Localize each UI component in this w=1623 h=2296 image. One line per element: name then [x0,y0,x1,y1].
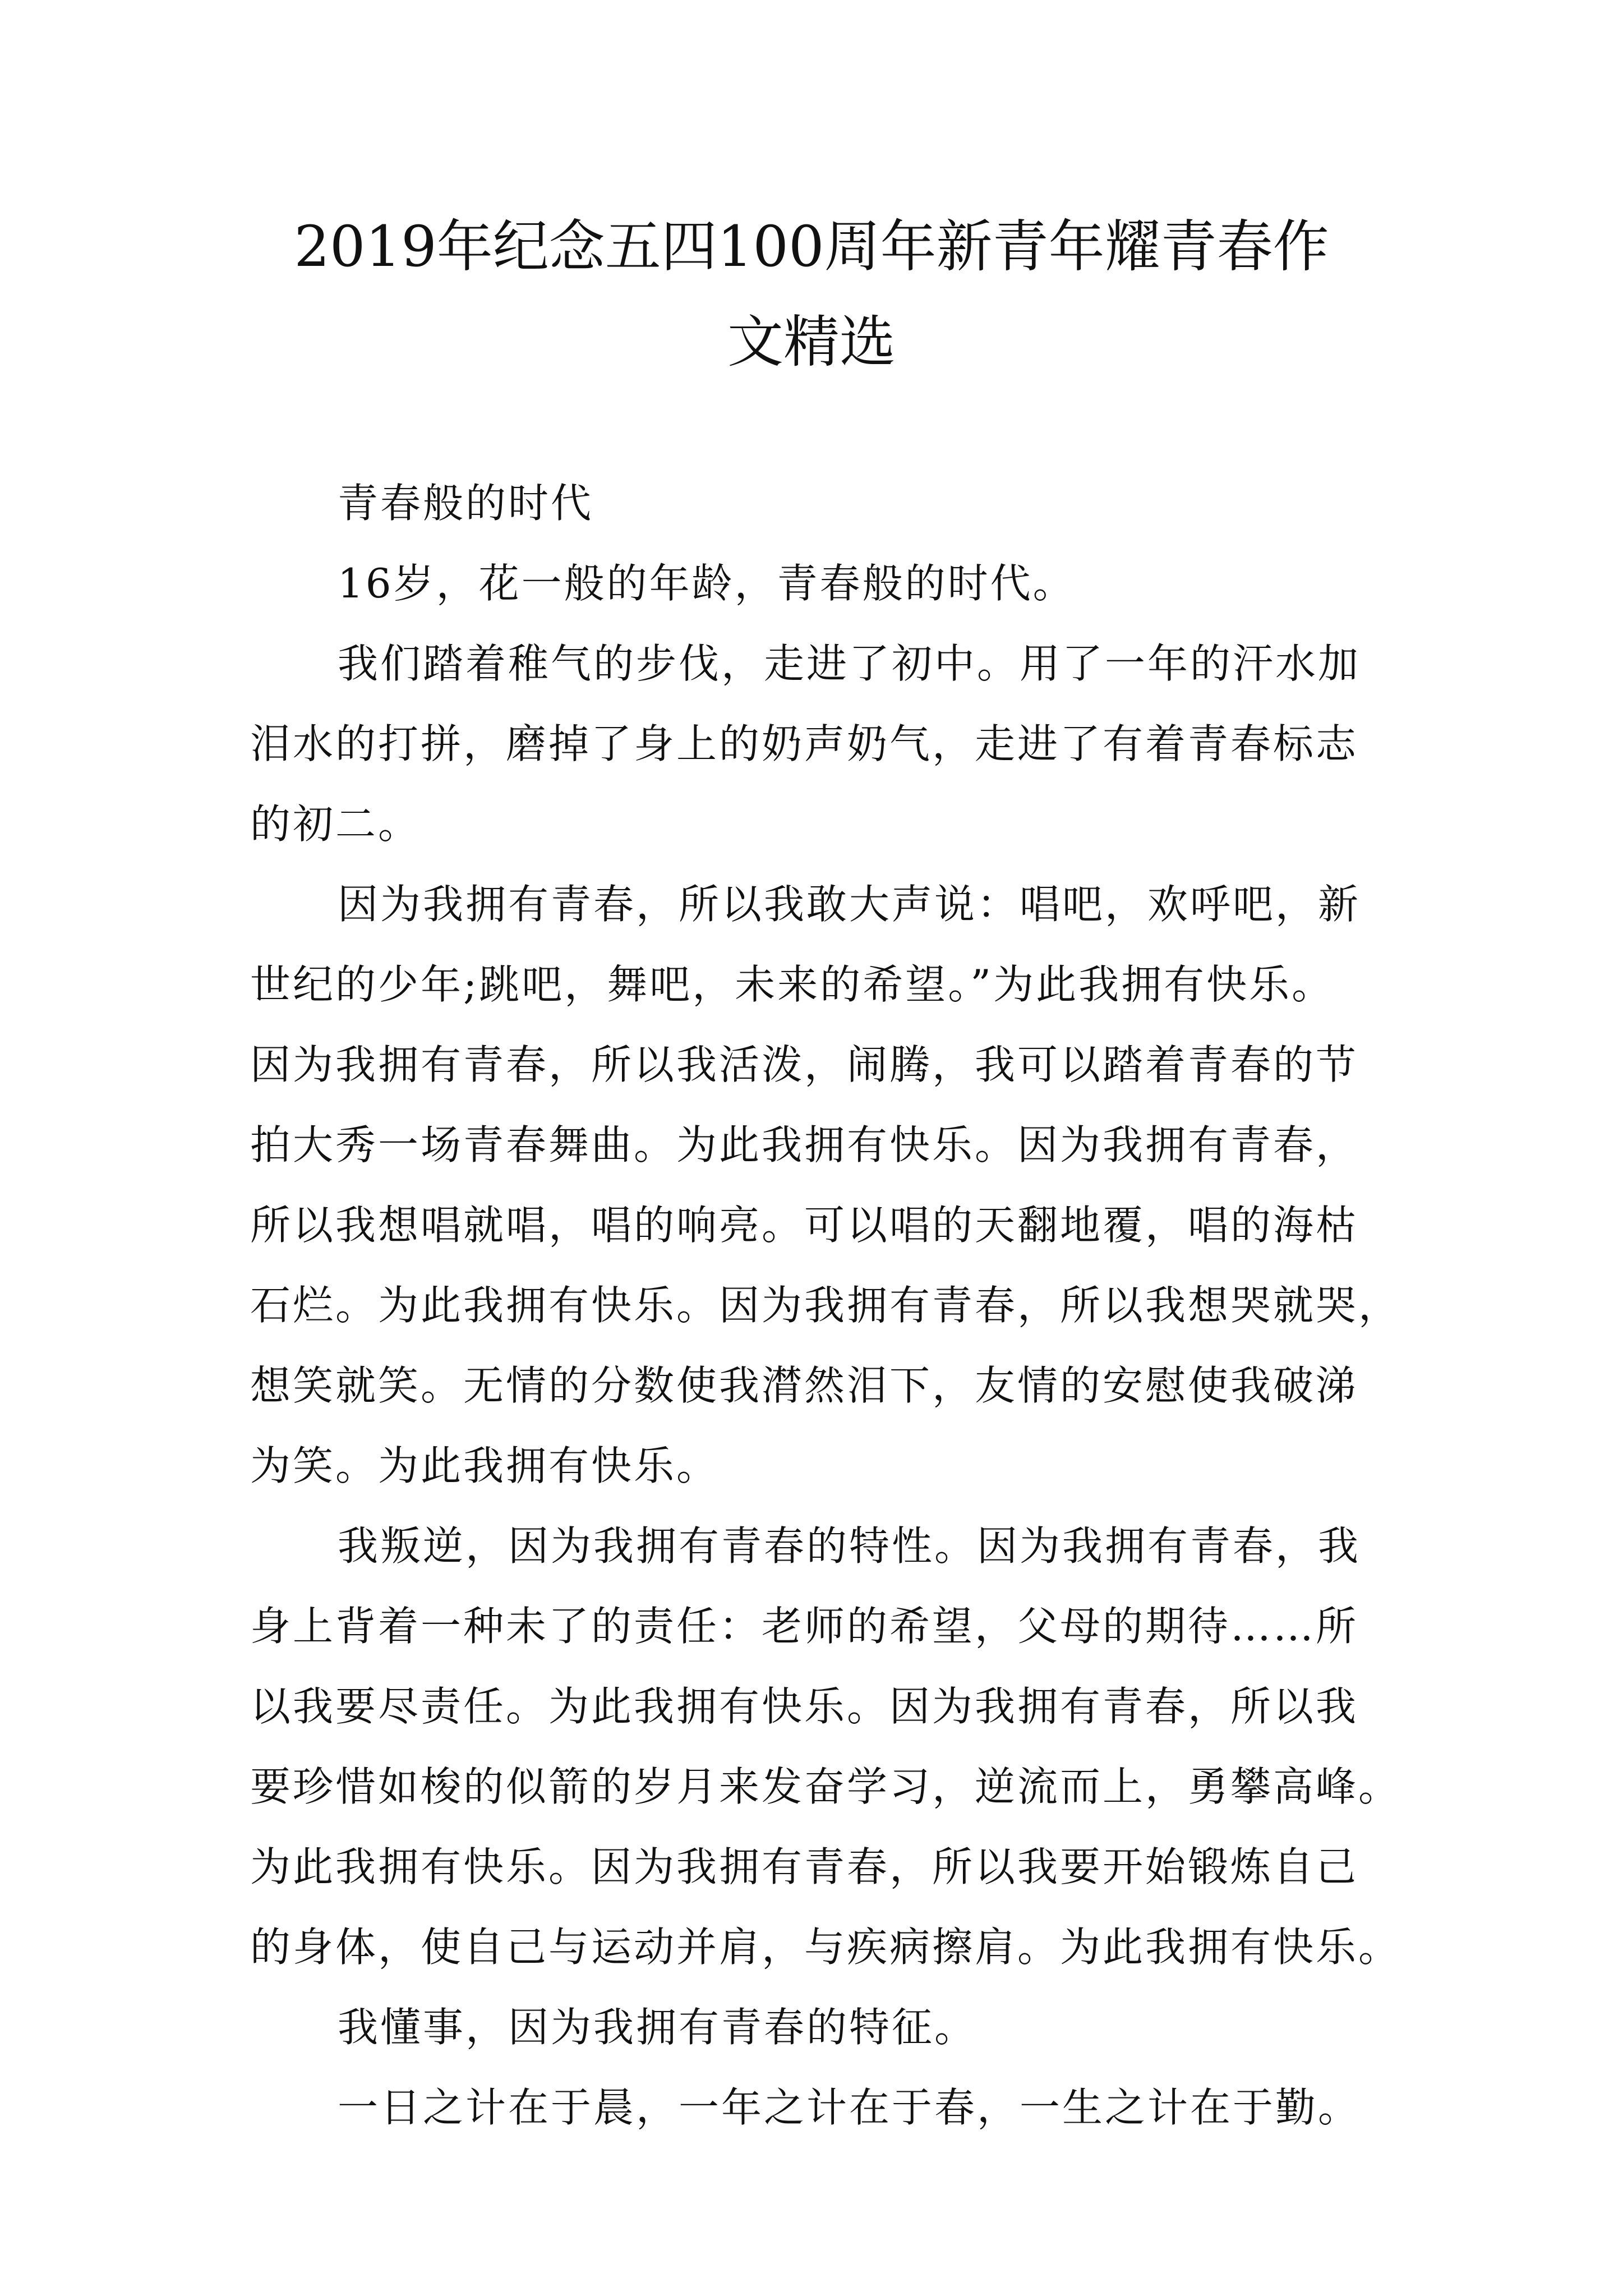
document-body [250,463,1439,2148]
paragraph [250,2068,1439,2148]
text-line: 以我要尽责任。为此我拥有快乐。因为我拥有青春，所以我 [250,1683,1359,1730]
paragraph-heading [250,463,1439,544]
title-line: 2019年纪念五四100周年新青年耀青春作 [294,214,1329,279]
paragraph [250,864,1439,1506]
text-line: 我们踏着稚气的步伐，走进了初中。用了一年的汗水加 [338,640,1361,687]
text-line: 拍大秀一场青春舞曲。为此我拥有快乐。因为我拥有青春， [250,1121,1359,1168]
text-line: 的身体，使自己与运动并肩，与疾病擦肩。为此我拥有快乐。 [250,1924,1401,1971]
document-title [241,199,1382,390]
text-line: 16岁，花一般的年龄，青春般的时代。 [338,560,1076,607]
text-line: 一日之计在于晨，一年之计在于春，一生之计在于勤。 [338,2084,1361,2131]
text-line: 想笑就笑。无情的分数使我潸然泪下，友情的安慰使我破涕 [250,1362,1359,1409]
text-line: 泪水的打拼，磨掉了身上的奶声奶气，走进了有着青春标志 [250,720,1359,767]
text-line: 我叛逆，因为我拥有青春的特性。因为我拥有青春，我 [338,1522,1361,1570]
paragraph [250,624,1439,864]
title-line: 文精选 [727,309,896,375]
text-line: 青春般的时代 [338,480,594,527]
paragraph [250,1987,1439,2068]
paragraph [250,544,1439,624]
text-line: 我懂事，因为我拥有青春的特征。 [338,2004,978,2051]
text-line: 为此我拥有快乐。因为我拥有青春，所以我要开始锻炼自己 [250,1843,1359,1890]
text-line: 所以我想唱就唱，唱的响亮。可以唱的天翻地覆，唱的海枯 [250,1202,1359,1249]
text-line: 为笑。为此我拥有快乐。 [250,1442,720,1489]
text-line: 的初二。 [250,800,421,848]
paragraph [250,1506,1439,1987]
text-line: 身上背着一种未了的责任：老师的希望，父母的期待……所 [250,1603,1359,1650]
text-line: 要珍惜如梭的似箭的岁月来发奋学习，逆流而上，勇攀高峰。 [250,1763,1401,1810]
text-line: 因为我拥有青春，所以我敢大声说：唱吧，欢呼吧，新 [338,881,1361,928]
text-line: 世纪的少年;跳吧，舞吧，未来的希望。”为此我拥有快乐。 [250,961,1335,1008]
text-line: 石烂。为此我拥有快乐。因为我拥有青春，所以我想哭就哭， [250,1282,1401,1329]
text-line: 因为我拥有青春，所以我活泼，闹腾，我可以踏着青春的节 [250,1041,1359,1088]
